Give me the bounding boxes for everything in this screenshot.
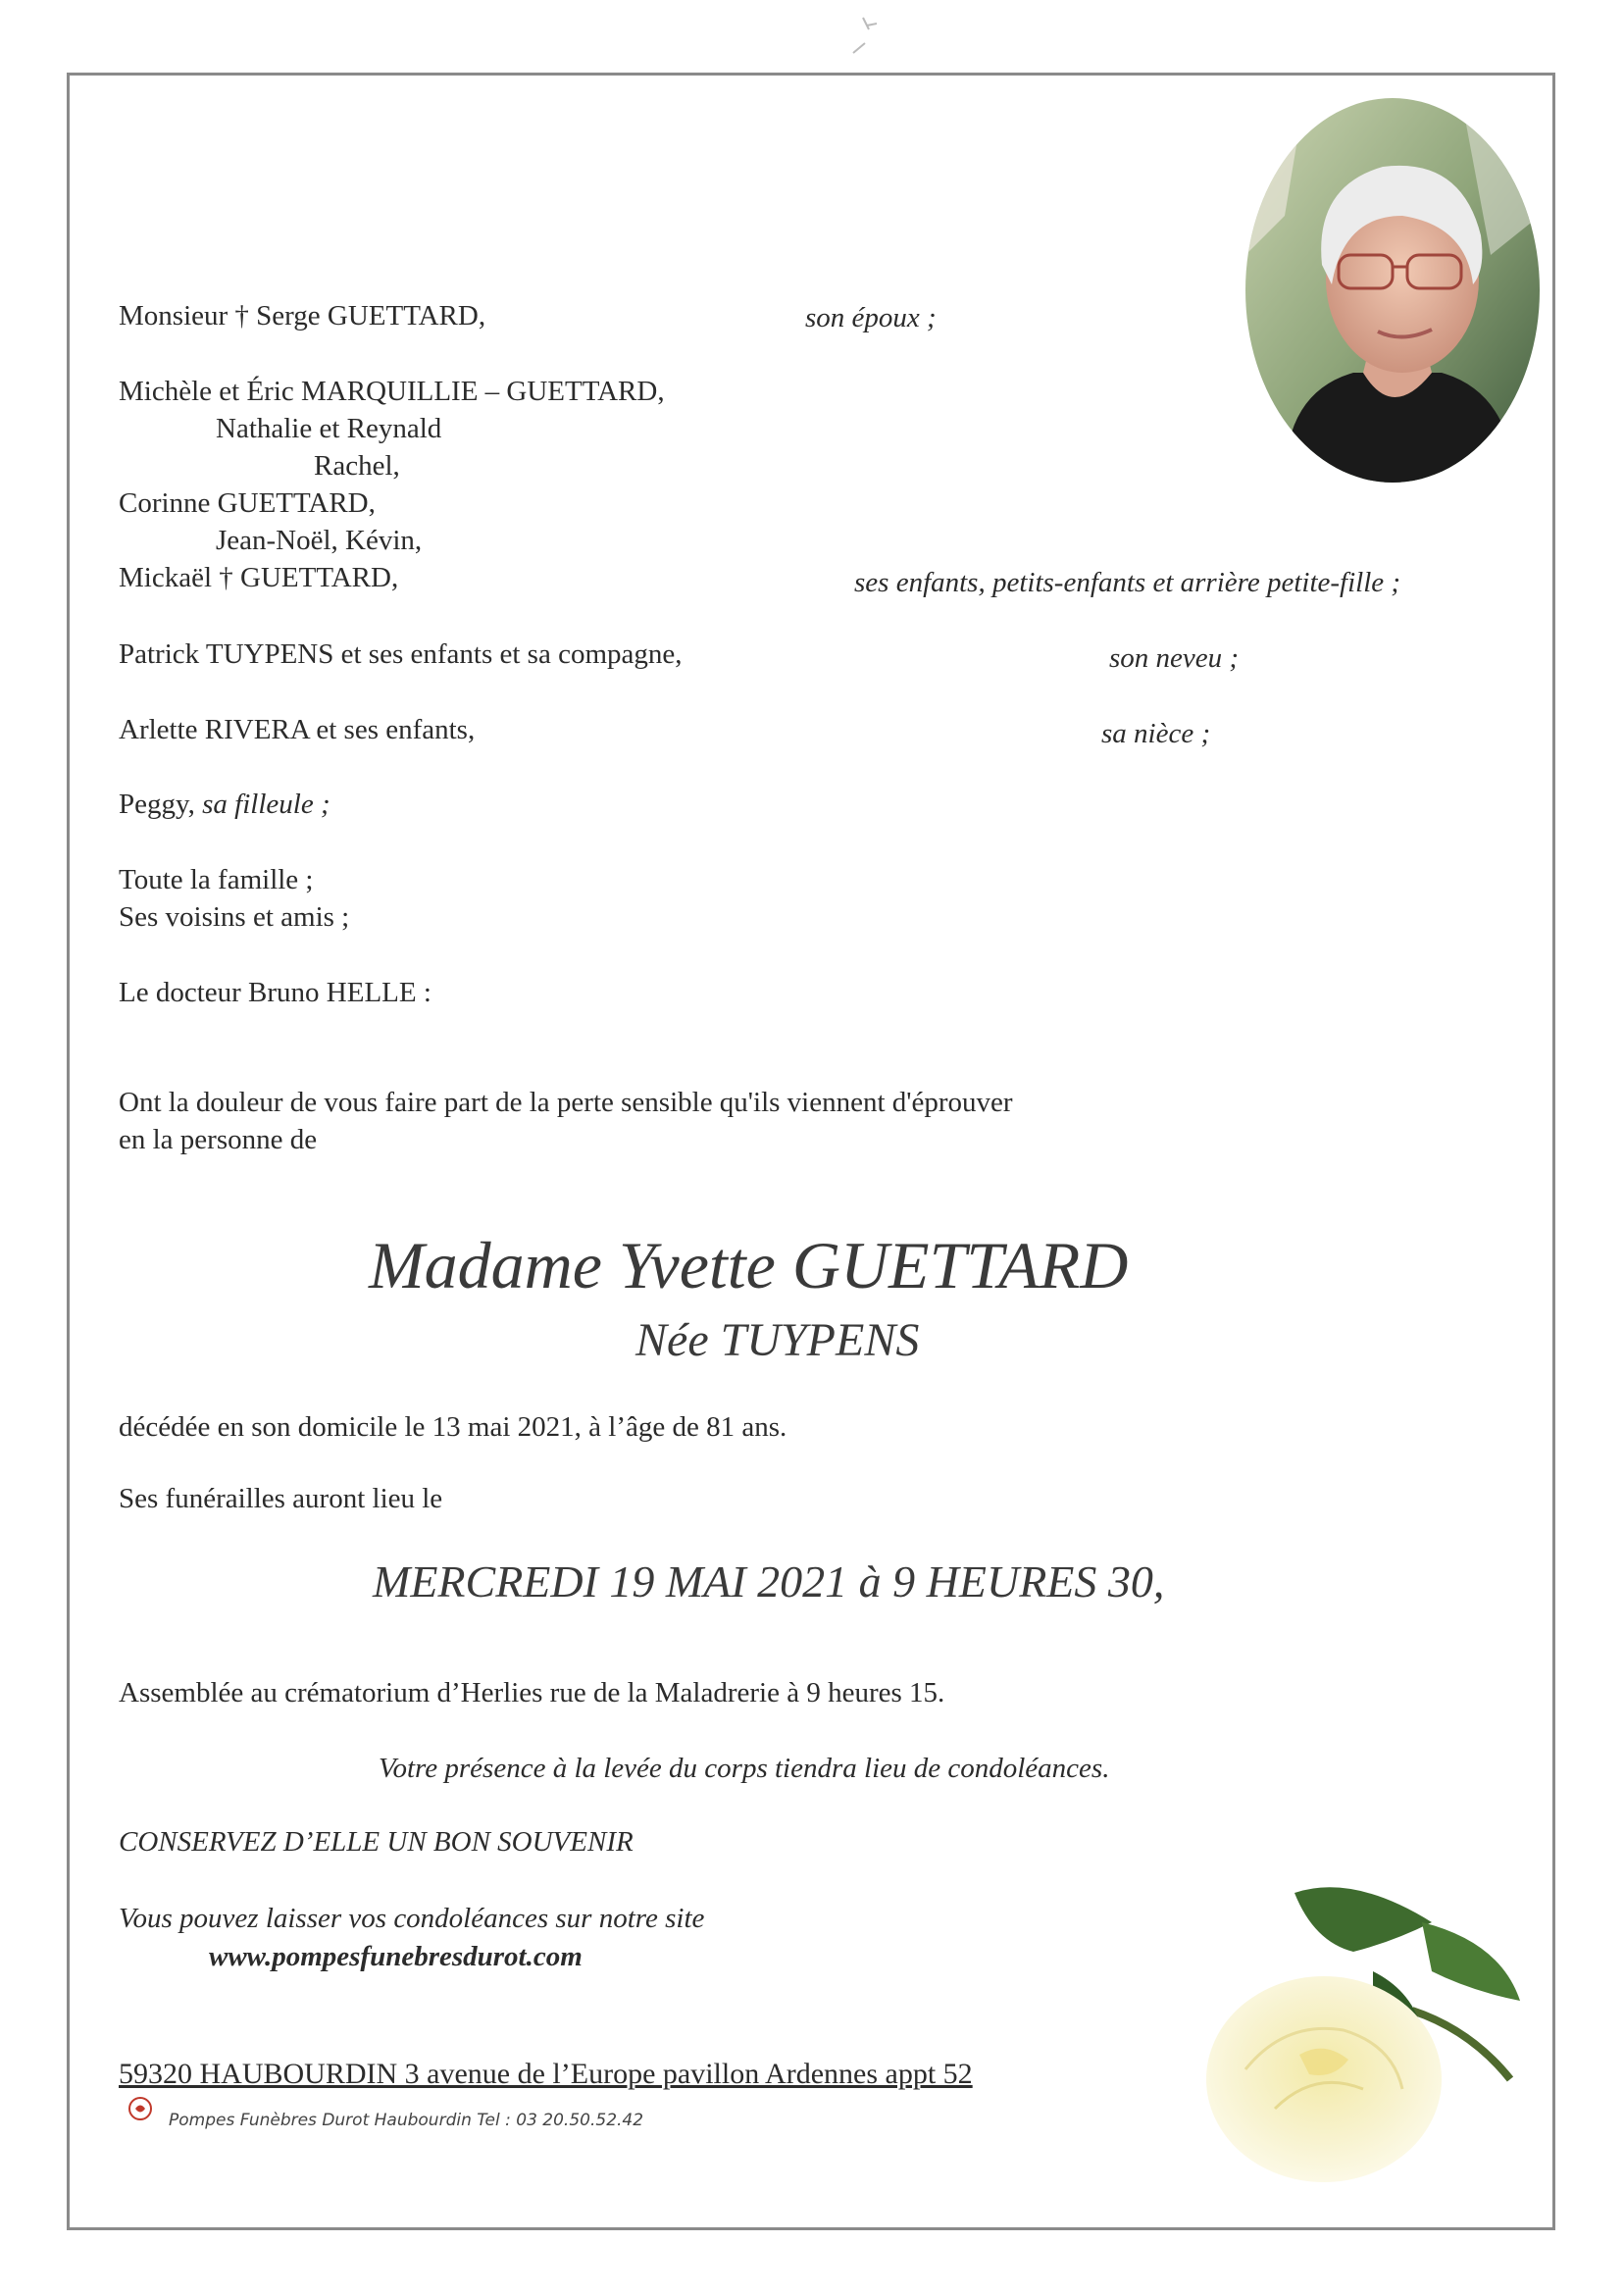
deceased-maiden-name: Née TUYPENS xyxy=(635,1314,920,1366)
goddaughter-line xyxy=(119,787,330,822)
children-line: Michèle et Éric MARQUILLIE – GUETTARD, xyxy=(119,376,665,407)
nephew-name: Patrick TUYPENS et ses enfants et sa compagne, xyxy=(119,638,683,670)
niece-relation: sa nièce ; xyxy=(1101,718,1211,749)
spouse-name: Monsieur † Serge GUETTARD, xyxy=(119,300,486,331)
funeral-datetime: MERCREDI 19 MAI 2021 à 9 HEURES 30, xyxy=(373,1556,1165,1606)
nephew-relation: son neveu ; xyxy=(1109,642,1240,674)
children-line: Rachel, xyxy=(314,450,400,482)
address-line: 59320 HAUBOURDIN 3 avenue de l’Europe pavillon Ardennes appt 52 xyxy=(119,2058,973,2090)
deceased-name: Madame Yvette GUETTARD xyxy=(369,1228,1129,1302)
doctor-line: Le docteur Bruno HELLE : xyxy=(119,977,431,1008)
announcement-line: Ont la douleur de vous faire part de la perte sensible qu'ils viennent d'éprouver xyxy=(119,1087,1013,1118)
white-rose xyxy=(1177,1883,1540,2207)
children-relation: ses enfants, petits-enfants et arrière petite-fille ; xyxy=(854,567,1401,598)
children-line: Jean-Noël, Kévin, xyxy=(216,525,423,556)
website-link[interactable]: www.pompesfunebresdurot.com xyxy=(209,1941,583,1972)
portrait-photo xyxy=(1245,98,1540,483)
spouse-relation: son époux ; xyxy=(805,302,937,333)
neighbors-line: Ses voisins et amis ; xyxy=(119,901,350,933)
children-line: Corinne GUETTARD, xyxy=(119,487,376,519)
children-line: Nathalie et Reynald xyxy=(216,413,442,444)
company-footer: Pompes Funèbres Durot Haubourdin Tel : 03 20.50.52.42 xyxy=(169,2111,644,2130)
funeral-intro: Ses funérailles auront lieu le xyxy=(119,1483,443,1514)
announcement-line: en la personne de xyxy=(119,1124,318,1155)
children-line: Mickaël † GUETTARD, xyxy=(119,562,399,593)
death-line: décédée en son domicile le 13 mai 2021, à l’âge de 81 ans. xyxy=(119,1411,787,1443)
goddaughter-relation: sa filleule ; xyxy=(202,789,330,820)
assembly-line: Assemblée au crématorium d’Herlies rue de la Maladrerie à 9 heures 15. xyxy=(119,1677,945,1708)
goddaughter-name: Peggy, xyxy=(119,789,195,820)
niece-name: Arlette RIVERA et ses enfants, xyxy=(119,714,476,745)
scan-mark xyxy=(843,14,883,63)
souvenir-line: CONSERVEZ D’ELLE UN BON SOUVENIR xyxy=(119,1826,634,1858)
company-logo-icon xyxy=(126,2094,155,2123)
condolences-note: Votre présence à la levée du corps tiendra lieu de condoléances. xyxy=(379,1753,1110,1784)
family-line: Toute la famille ; xyxy=(119,864,314,895)
online-condolences: Vous pouvez laisser vos condoléances sur notre site xyxy=(119,1903,705,1934)
